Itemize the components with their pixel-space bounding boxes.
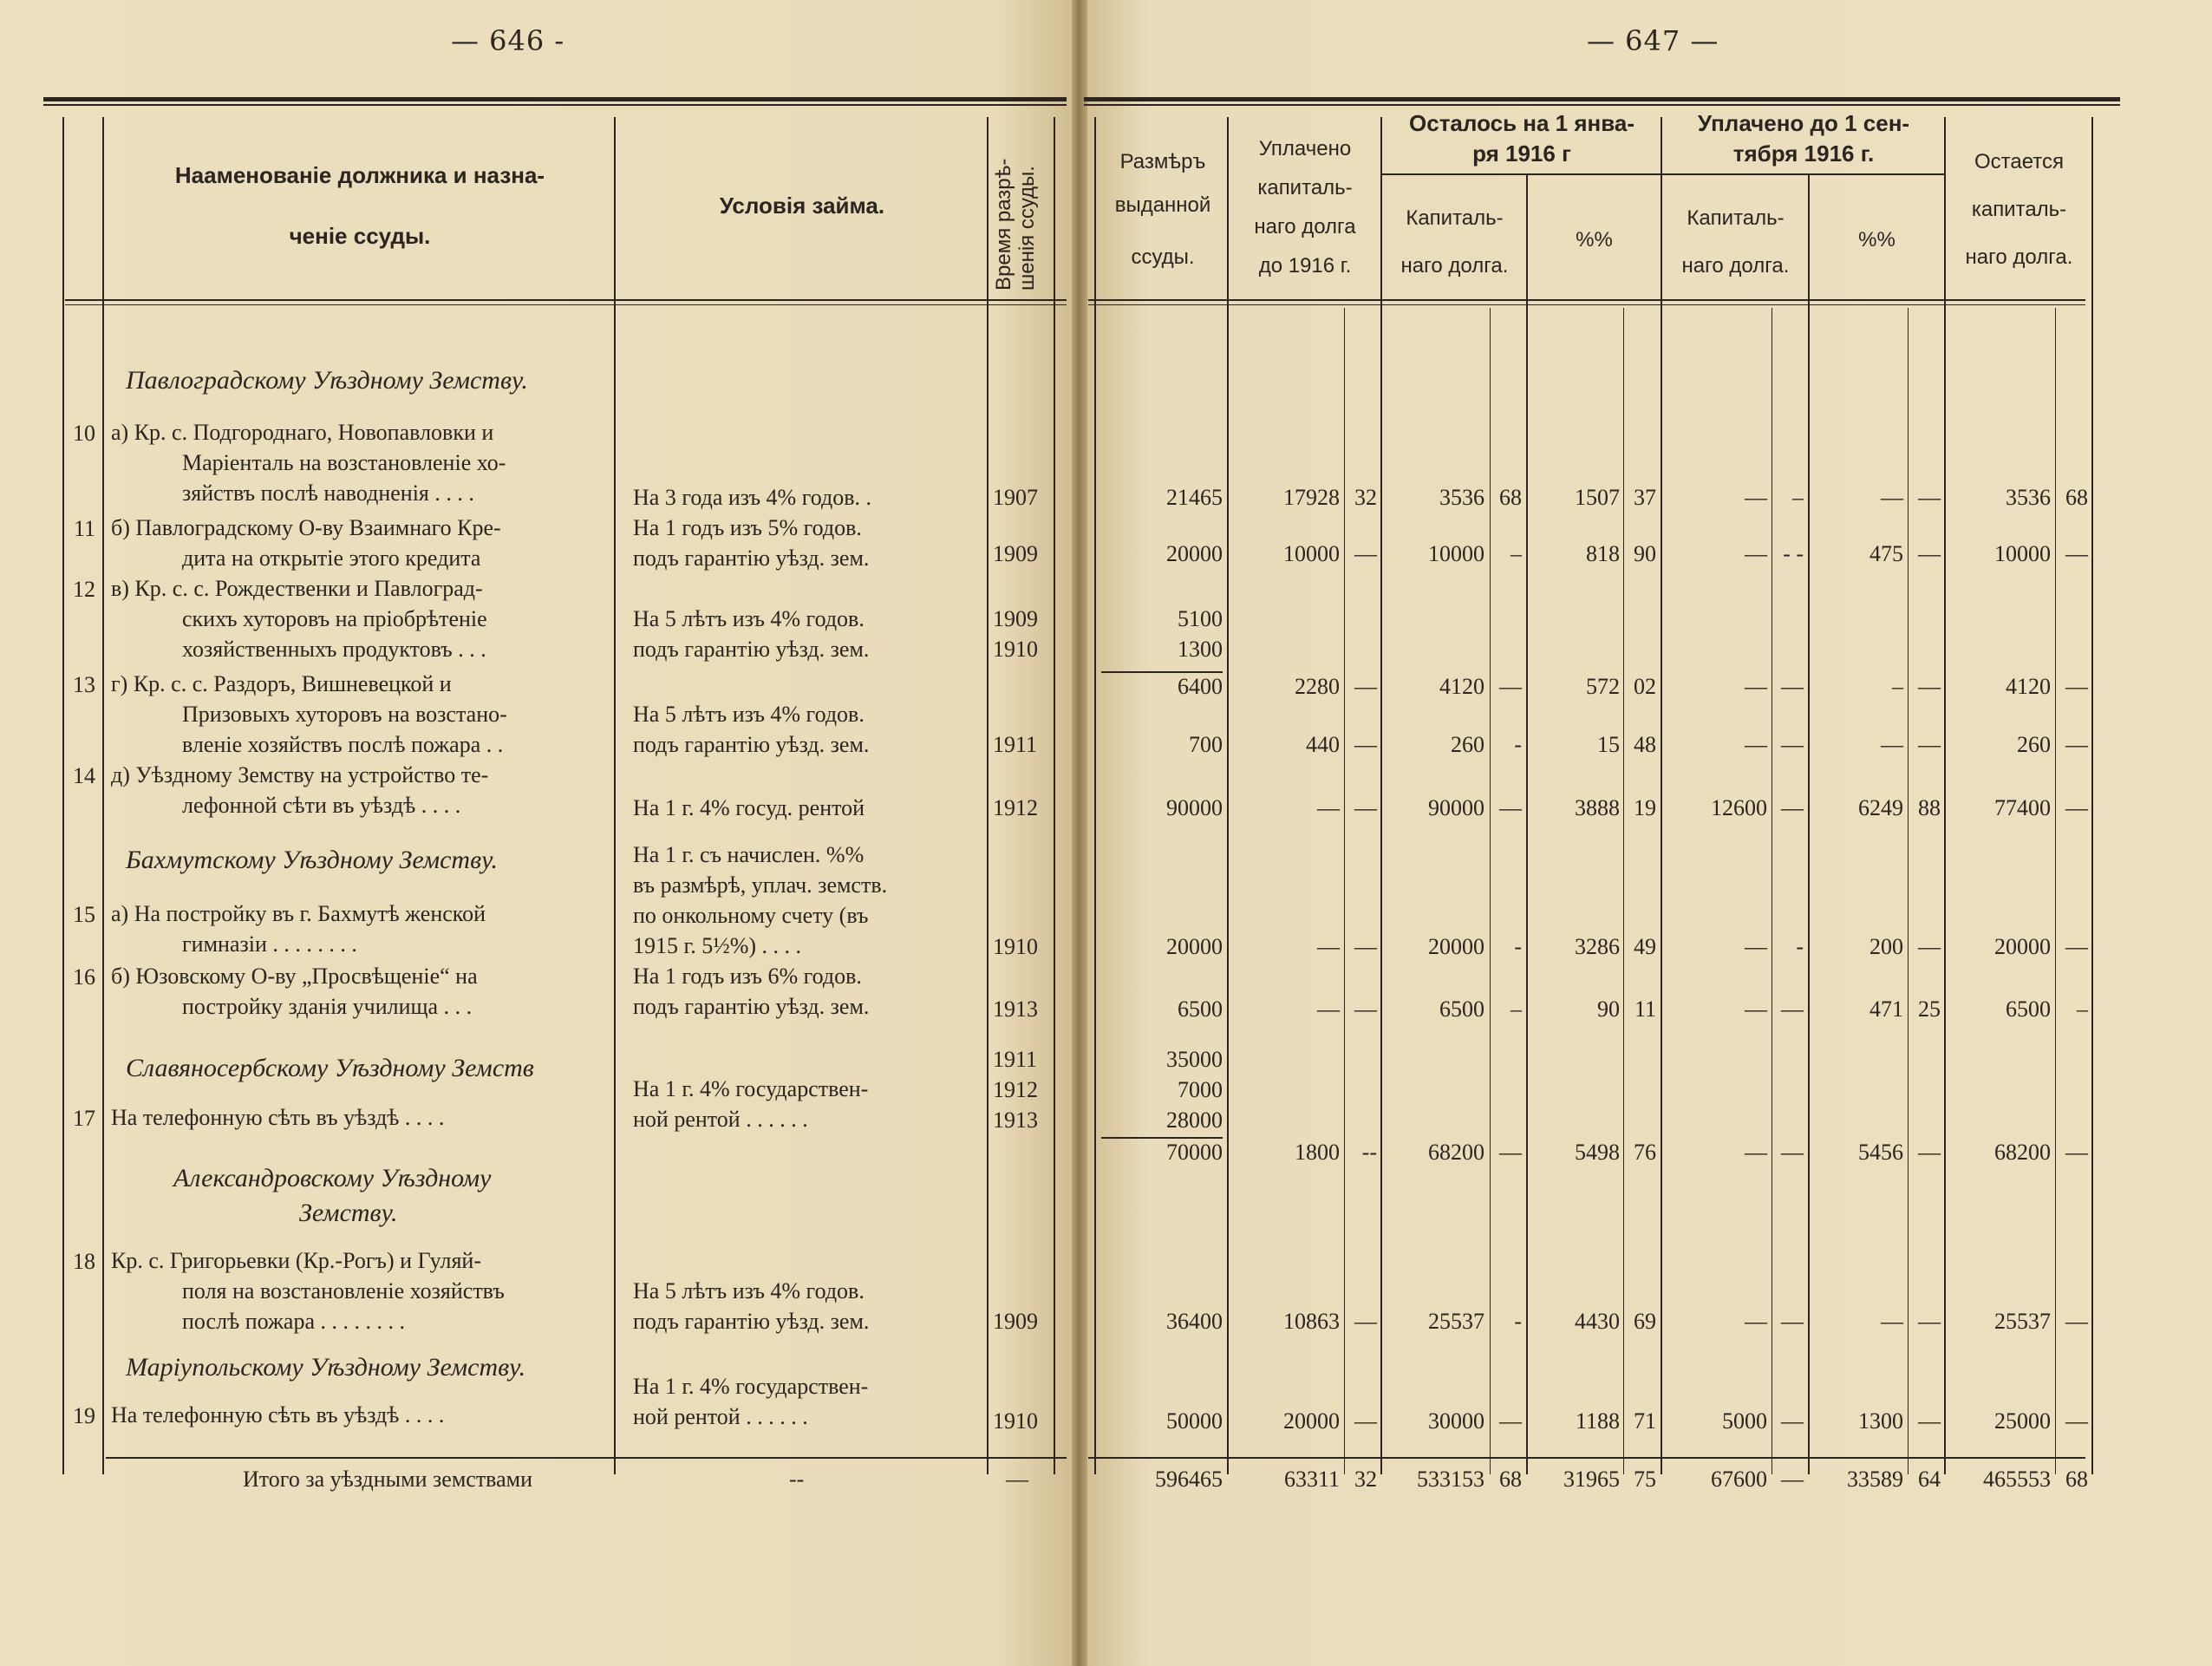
row-13-subtotal-rem-k: — <box>1499 674 1522 699</box>
row-17-amount: 35000 <box>1166 1047 1223 1072</box>
row-18-sep-cap-k: — <box>1781 1309 1804 1334</box>
top-rule-right-thin <box>1084 104 2120 106</box>
row-13-pct: 15 <box>1597 732 1620 757</box>
row-17-subtotal-left-k: — <box>2065 1140 2088 1165</box>
row-15-terms-line: На 1 г. съ начислен. %% <box>633 842 865 867</box>
row-12-name-line: хозяйственныхъ продуктовъ . . . <box>182 637 486 662</box>
row-14-paid: — <box>1317 795 1340 820</box>
row-11-sep-pct: 475 <box>1869 541 1903 566</box>
row-19-year: 1910 <box>993 1408 1038 1434</box>
row-13-subtotal-sep-pct-k: — <box>1918 674 1941 699</box>
row-number-18: 18 <box>73 1249 95 1274</box>
row-17-terms-line: ной рентой . . . . . . <box>633 1107 808 1132</box>
total-left-k: 68 <box>2065 1467 2088 1492</box>
row-16-paid: — <box>1317 996 1340 1022</box>
row-16-left: 6500 <box>2006 996 2051 1022</box>
kop-border-pct <box>1623 308 1624 1474</box>
row-15-sep-pct-k: — <box>1918 934 1941 959</box>
row-14-rem: 90000 <box>1428 795 1484 820</box>
row-13-left: 260 <box>2017 732 2051 757</box>
row-13-subtotal-pct: 572 <box>1586 674 1620 699</box>
row-13-rem: 260 <box>1451 732 1484 757</box>
col-border-5 <box>1054 117 1055 1474</box>
row-19-name-line: На телефонную сѣть въ уѣздѣ . . . . <box>111 1402 445 1428</box>
row-15-terms-line: по онкольному счету (въ <box>633 903 869 928</box>
subheader-rule <box>1380 173 1944 175</box>
row-15-pct: 3286 <box>1575 934 1620 959</box>
row-15-left: 20000 <box>1994 934 2051 959</box>
row-13-sep-cap-k: — <box>1781 732 1804 757</box>
header-remains-2: капиталь- <box>1971 198 2067 221</box>
header-paid-sep-1: Уплачено до 1 сен- <box>1697 110 1910 136</box>
header-paid-1: Уплачено <box>1258 137 1352 160</box>
row-19-paid: 20000 <box>1283 1408 1340 1434</box>
row-17-subtotal-pct: 5498 <box>1575 1140 1620 1165</box>
row-number-19: 19 <box>73 1403 95 1428</box>
row-10-year: 1907 <box>993 485 1038 510</box>
row-13-terms-line: На 5 лѣтъ изъ 4% годов. <box>633 702 865 727</box>
row-18-sep-pct: — <box>1881 1309 1903 1334</box>
row-18-paid: 10863 <box>1283 1309 1340 1334</box>
top-rule-left-thin <box>43 104 1067 106</box>
row-12-amount: 5100 <box>1178 606 1223 631</box>
total-paid-k: 32 <box>1354 1467 1377 1492</box>
row-17-name-line: На телефонную сѣть въ уѣздѣ . . . . <box>111 1105 445 1130</box>
row-15-terms-line: въ размѣрѣ, уплач. земств. <box>633 872 888 898</box>
row-17-amount: 28000 <box>1166 1107 1223 1133</box>
row-11-terms-line: подъ гарантію уѣзд. зем. <box>633 546 870 571</box>
row-15-name-line: гимназіи . . . . . . . . <box>182 931 357 957</box>
row-11-paid: 10000 <box>1283 541 1340 566</box>
total-rule-left <box>106 1457 1067 1459</box>
row-10-paid-k: 32 <box>1354 485 1377 510</box>
total-sep-pct-k: 64 <box>1918 1467 1941 1492</box>
row-16-paid-k: — <box>1354 996 1377 1022</box>
col-border-12 <box>1944 117 1946 1474</box>
right-page-number: — 647 — <box>1587 24 1719 57</box>
row-16-sep-pct: 471 <box>1869 996 1903 1022</box>
row-10-name-line: Маріенталь на возстановленіе хо- <box>182 450 506 475</box>
row-12-amount: 1300 <box>1178 637 1223 662</box>
total-rem-k: 68 <box>1499 1467 1522 1492</box>
row-17-subtotal-sep-cap: — <box>1745 1140 1767 1165</box>
col-border-6 <box>1094 117 1096 1474</box>
col-border-3 <box>614 117 616 1474</box>
row-15-paid: — <box>1317 934 1340 959</box>
row-14-left: 77400 <box>1994 795 2051 820</box>
row-10-rem: 3536 <box>1439 485 1484 510</box>
left-page-number: — 646 - <box>451 24 565 57</box>
row-18-left: 25537 <box>1994 1309 2051 1334</box>
total-sep-cap: 67600 <box>1711 1467 1767 1492</box>
row-13-left-k: — <box>2065 732 2088 757</box>
row-15-rem: 20000 <box>1428 934 1484 959</box>
row-13-year: 1911 <box>993 732 1038 757</box>
row-12-name-line: в) Кр. с. с. Рождественки и Павлоград- <box>111 576 483 601</box>
row-13-terms-line: подъ гарантію уѣзд. зем. <box>633 732 870 757</box>
section-aleksandrov-2: Земству. <box>299 1199 398 1227</box>
row-17-subtotal-left: 68200 <box>1994 1140 2051 1165</box>
header-bottom-right-2 <box>1088 304 2085 305</box>
header-paid-2: капиталь- <box>1257 176 1353 199</box>
row-16-name-line: б) Юзовскому О-ву „Просвѣщеніе“ на <box>111 964 478 989</box>
section-aleksandrov-1: Александровскому Уѣздному <box>173 1164 492 1192</box>
row-19-paid-k: — <box>1354 1408 1377 1434</box>
row-16-sep-cap: — <box>1745 996 1767 1022</box>
row-16-left-k: – <box>2077 996 2088 1022</box>
row-18-terms-line: На 5 лѣтъ изъ 4% годов. <box>633 1278 865 1303</box>
row-19-pct-k: 71 <box>1634 1408 1656 1434</box>
row-number-10: 10 <box>73 421 95 446</box>
row-16-year: 1913 <box>993 996 1038 1022</box>
header-bottom-right <box>1088 299 2085 301</box>
row-11-sep-cap: — <box>1745 541 1767 566</box>
top-rule-left <box>43 97 1067 101</box>
row-number-11: 11 <box>73 516 95 541</box>
row-number-14: 14 <box>73 763 95 788</box>
row-13-subtotal-pct-k: 02 <box>1634 674 1656 699</box>
row-19-sep-pct: 1300 <box>1858 1408 1903 1434</box>
row-16-pct-k: 11 <box>1634 996 1656 1022</box>
row-17-subtotal-paid: 1800 <box>1295 1140 1340 1165</box>
section-bakhmut: Бахмутскому Уѣздному Земству. <box>126 846 499 874</box>
col-border-11 <box>1808 173 1810 1474</box>
row-14-amount: 90000 <box>1166 795 1223 820</box>
section-slavyanoserb: Славяносербскому Уѣздному Земств <box>126 1054 534 1082</box>
header-amount-2: выданной <box>1114 193 1211 217</box>
col-border-2 <box>102 117 104 1474</box>
row-11-sep-cap-k: - - <box>1783 541 1804 566</box>
row-17-amount: 7000 <box>1178 1077 1223 1102</box>
subtotal-rule <box>1101 671 1223 673</box>
row-14-paid-k: — <box>1354 795 1377 820</box>
row-15-paid-k: — <box>1354 934 1377 959</box>
row-10-amount: 21465 <box>1166 485 1223 510</box>
row-19-rem-k: — <box>1499 1408 1522 1434</box>
row-13-subtotal-sep-pct: – <box>1892 674 1903 699</box>
row-13-sep-cap: — <box>1745 732 1767 757</box>
row-14-sep-cap-k: — <box>1781 795 1804 820</box>
header-remain-jan-2: ря 1916 г <box>1472 140 1571 167</box>
row-10-pct-k: 37 <box>1634 485 1656 510</box>
row-13-subtotal-amount: 6400 <box>1178 674 1223 699</box>
top-rule-right <box>1084 97 2120 101</box>
total-rem: 533153 <box>1417 1467 1484 1492</box>
total-left: 465553 <box>1983 1467 2051 1492</box>
row-19-terms-line: На 1 г. 4% государствен- <box>633 1374 869 1399</box>
header-pct-jan: %% <box>1576 228 1613 252</box>
row-15-amount: 20000 <box>1166 934 1223 959</box>
header-bottom-left <box>65 299 1067 301</box>
book-gutter <box>1072 0 1087 1666</box>
row-10-paid: 17928 <box>1283 485 1340 510</box>
row-14-sep-pct-k: 88 <box>1918 795 1941 820</box>
subtotal-rule <box>1101 1137 1223 1139</box>
col-border-4 <box>987 117 989 1474</box>
header-terms: Условія займа. <box>719 193 885 219</box>
row-number-15: 15 <box>73 902 95 927</box>
header-capital-jan-2: наго долга. <box>1400 254 1509 278</box>
row-11-paid-k: — <box>1354 541 1377 566</box>
row-13-paid-k: — <box>1354 732 1377 757</box>
row-10-terms-line: На 3 года изъ 4% годов. . <box>633 485 871 510</box>
row-18-rem: 25537 <box>1428 1309 1484 1334</box>
row-15-sep-cap: — <box>1745 934 1767 959</box>
row-13-name-line: вленіе хозяйствъ послѣ пожара . . <box>182 732 504 757</box>
total-sep-cap-k: — <box>1781 1467 1804 1492</box>
row-13-pct-k: 48 <box>1634 732 1656 757</box>
total-pct: 31965 <box>1563 1467 1620 1492</box>
row-19-left-k: — <box>2065 1408 2088 1434</box>
header-time-line1: Время разрѣ- <box>992 158 1015 291</box>
row-17-subtotal-pct-k: 76 <box>1634 1140 1656 1165</box>
row-17-year: 1913 <box>993 1107 1038 1133</box>
header-capital-sep-1: Капиталь- <box>1687 206 1785 230</box>
row-14-sep-pct: 6249 <box>1858 795 1903 820</box>
row-11-pct-k: 90 <box>1634 541 1656 566</box>
row-13-rem-k: - <box>1514 732 1522 757</box>
row-14-name-line: лефонной сѣти въ уѣздѣ . . . . <box>182 793 461 818</box>
col-border-13 <box>2091 117 2093 1474</box>
row-18-pct-k: 69 <box>1634 1309 1656 1334</box>
row-17-subtotal-sep-cap-k: — <box>1781 1140 1804 1165</box>
row-16-name-line: постройку зданія училища . . . <box>182 994 473 1019</box>
row-15-terms-line: 1915 г. 5½%) . . . . <box>633 933 802 958</box>
row-18-paid-k: — <box>1354 1309 1377 1334</box>
row-13-subtotal-paid: 2280 <box>1295 674 1340 699</box>
row-19-terms-line: ной рентой . . . . . . <box>633 1404 808 1429</box>
row-14-pct-k: 19 <box>1634 795 1656 820</box>
row-11-year: 1909 <box>993 541 1038 566</box>
row-14-pct: 3888 <box>1575 795 1620 820</box>
row-13-subtotal-paid-k: — <box>1354 674 1377 699</box>
row-16-pct: 90 <box>1597 996 1620 1022</box>
row-13-subtotal-left-k: — <box>2065 674 2088 699</box>
header-remains-3: наго долга. <box>1965 245 2073 269</box>
row-13-subtotal-left: 4120 <box>2006 674 2051 699</box>
kop-border-left <box>2055 308 2056 1474</box>
header-name-line1: Нааменованіе должника и назна- <box>174 162 545 188</box>
header-paid-3: наго долга <box>1254 215 1356 238</box>
row-15-rem-k: - <box>1514 934 1522 959</box>
row-16-terms-line: На 1 годъ изъ 6% годов. <box>633 964 862 989</box>
row-12-year: 1910 <box>993 637 1038 662</box>
row-15-sep-pct: 200 <box>1869 934 1903 959</box>
col-border-10 <box>1661 117 1662 1474</box>
row-10-rem-k: 68 <box>1499 485 1522 510</box>
header-time-line2: шенія ссуды. <box>1015 166 1039 291</box>
row-18-name-line: Кр. с. Григорьевки (Кр.-Рогъ) и Гуляй- <box>111 1248 481 1273</box>
row-11-name-line: б) Павлоградскому О-ву Взаимнаго Кре- <box>111 515 501 540</box>
row-11-name-line: дита на открытіе этого кредита <box>182 546 481 571</box>
header-capital-sep-2: наго долга. <box>1681 254 1790 278</box>
row-18-sep-cap: — <box>1745 1309 1767 1334</box>
row-16-rem-k: – <box>1511 996 1522 1022</box>
row-10-name-line: зяйствъ послѣ наводненія . . . . <box>182 480 474 506</box>
row-16-sep-pct-k: 25 <box>1918 996 1941 1022</box>
header-amount-3: ссуды. <box>1131 245 1195 269</box>
row-10-name-line: а) Кр. с. Подгороднаго, Новопавловки и <box>111 420 494 445</box>
row-17-year: 1912 <box>993 1077 1038 1102</box>
row-12-terms-line: На 5 лѣтъ изъ 4% годов. <box>633 606 865 631</box>
kop-border-seppct <box>1908 308 1909 1474</box>
row-18-name-line: поля на возстановленіе хозяйствъ <box>182 1278 505 1303</box>
row-17-subtotal-amount: 70000 <box>1166 1140 1223 1165</box>
row-10-sep-cap-k: – <box>1792 485 1804 510</box>
row-13-subtotal-sep-cap: — <box>1745 674 1767 699</box>
row-14-rem-k: — <box>1499 795 1522 820</box>
row-19-left: 25000 <box>1994 1408 2051 1434</box>
row-15-name-line: а) На постройку въ г. Бахмутѣ женской <box>111 901 486 926</box>
row-13-sep-pct: — <box>1881 732 1903 757</box>
row-18-sep-pct-k: — <box>1918 1309 1941 1334</box>
total-amount: 596465 <box>1155 1467 1223 1492</box>
row-14-left-k: — <box>2065 795 2088 820</box>
row-18-left-k: — <box>2065 1309 2088 1334</box>
header-remains-1: Остается <box>1974 150 2064 173</box>
row-14-terms-line: На 1 г. 4% госуд. рентой <box>633 795 865 820</box>
row-19-sep-cap: 5000 <box>1722 1408 1767 1434</box>
row-16-terms-line: подъ гарантію уѣзд. зем. <box>633 994 870 1019</box>
header-amount-1: Размѣръ <box>1119 150 1206 173</box>
row-14-sep-cap: 12600 <box>1711 795 1767 820</box>
row-17-subtotal-rem: 68200 <box>1428 1140 1484 1165</box>
header-name-line2: ченіе ссуды. <box>289 223 431 249</box>
total-label: Итого за уѣздными земствами <box>243 1467 533 1492</box>
row-17-subtotal-rem-k: — <box>1499 1140 1522 1165</box>
row-18-rem-k: - <box>1514 1309 1522 1334</box>
row-11-terms-line: На 1 годъ изъ 5% годов. <box>633 515 862 540</box>
row-11-rem-k: – <box>1511 541 1522 566</box>
row-10-sep-pct: — <box>1881 485 1903 510</box>
total-terms: -- <box>789 1467 805 1492</box>
col-border-8 <box>1380 117 1382 1474</box>
header-pct-sep: %% <box>1858 228 1896 252</box>
row-16-amount: 6500 <box>1178 996 1223 1022</box>
total-pct-k: 75 <box>1634 1467 1656 1492</box>
row-10-pct: 1507 <box>1575 485 1620 510</box>
row-12-terms-line: подъ гарантію уѣзд. зем. <box>633 637 870 662</box>
header-paid-4: до 1916 г. <box>1258 254 1352 278</box>
row-15-left-k: — <box>2065 934 2088 959</box>
row-number-16: 16 <box>73 964 95 990</box>
section-pavlograd: Павлоградскому Уѣздному Земству. <box>126 366 528 395</box>
row-17-terms-line: На 1 г. 4% государствен- <box>633 1076 869 1101</box>
row-11-amount: 20000 <box>1166 541 1223 566</box>
row-13-subtotal-rem: 4120 <box>1439 674 1484 699</box>
row-11-pct: 818 <box>1586 541 1620 566</box>
row-18-terms-line: подъ гарантію уѣзд. зем. <box>633 1309 870 1334</box>
row-19-amount: 50000 <box>1166 1408 1223 1434</box>
row-17-year: 1911 <box>993 1047 1038 1072</box>
row-number-13: 13 <box>73 672 95 697</box>
row-19-pct: 1188 <box>1575 1408 1620 1434</box>
header-capital-jan-1: Капиталь- <box>1406 206 1504 230</box>
header-remain-jan-1: Осталось на 1 янва- <box>1409 110 1635 136</box>
row-19-sep-cap-k: — <box>1781 1408 1804 1434</box>
row-14-name-line: д) Уѣздному Земству на устройство те- <box>111 762 489 787</box>
col-border-7 <box>1227 117 1229 1474</box>
row-18-name-line: послѣ пожара . . . . . . . . <box>182 1309 406 1334</box>
row-16-rem: 6500 <box>1439 996 1484 1022</box>
row-13-sep-pct-k: — <box>1918 732 1941 757</box>
row-15-year: 1910 <box>993 934 1038 959</box>
row-12-name-line: скихъ хуторовъ на пріобрѣтеніе <box>182 606 487 631</box>
kop-border-rem <box>1490 308 1491 1474</box>
total-rule-right <box>1088 1457 2085 1459</box>
row-19-sep-pct-k: — <box>1918 1408 1941 1434</box>
row-17-subtotal-sep-pct-k: — <box>1918 1140 1941 1165</box>
row-15-pct-k: 49 <box>1634 934 1656 959</box>
row-19-rem: 30000 <box>1428 1408 1484 1434</box>
row-17-subtotal-sep-pct: 5456 <box>1858 1140 1903 1165</box>
row-number-12: 12 <box>73 577 95 602</box>
kop-border-paid <box>1344 308 1345 1474</box>
total-sep-pct: 33589 <box>1847 1467 1903 1492</box>
row-10-sep-pct-k: — <box>1918 485 1941 510</box>
header-bottom-left-2 <box>65 304 1067 305</box>
row-12-year: 1909 <box>993 606 1038 631</box>
row-15-sep-cap-k: - <box>1796 934 1804 959</box>
section-mariupol: Маріупольскому Уѣздному Земству. <box>126 1353 526 1382</box>
col-border-9 <box>1526 173 1528 1474</box>
row-11-rem: 10000 <box>1428 541 1484 566</box>
row-13-name-line: Призовыхъ хуторовъ на возстано- <box>182 702 507 727</box>
row-11-left: 10000 <box>1994 541 2051 566</box>
row-13-subtotal-sep-cap-k: — <box>1781 674 1804 699</box>
row-13-paid: 440 <box>1306 732 1340 757</box>
row-17-subtotal-paid-k: -- <box>1361 1140 1377 1165</box>
total-year: — <box>1006 1467 1028 1492</box>
row-13-amount: 700 <box>1189 732 1223 757</box>
header-paid-sep-2: тября 1916 г. <box>1732 140 1875 167</box>
total-paid: 63311 <box>1283 1467 1340 1492</box>
row-16-sep-cap-k: — <box>1781 996 1804 1022</box>
row-number-17: 17 <box>73 1106 95 1131</box>
row-18-amount: 36400 <box>1166 1309 1223 1334</box>
row-18-pct: 4430 <box>1575 1309 1620 1334</box>
row-10-left-k: 68 <box>2065 485 2088 510</box>
row-10-sep-cap: — <box>1745 485 1767 510</box>
row-13-name-line: г) Кр. с. с. Раздоръ, Вишневецкой и <box>111 671 452 696</box>
row-11-left-k: — <box>2065 541 2088 566</box>
row-18-year: 1909 <box>993 1309 1038 1334</box>
row-10-left: 3536 <box>2006 485 2051 510</box>
row-14-year: 1912 <box>993 795 1038 820</box>
row-11-sep-pct-k: — <box>1918 541 1941 566</box>
